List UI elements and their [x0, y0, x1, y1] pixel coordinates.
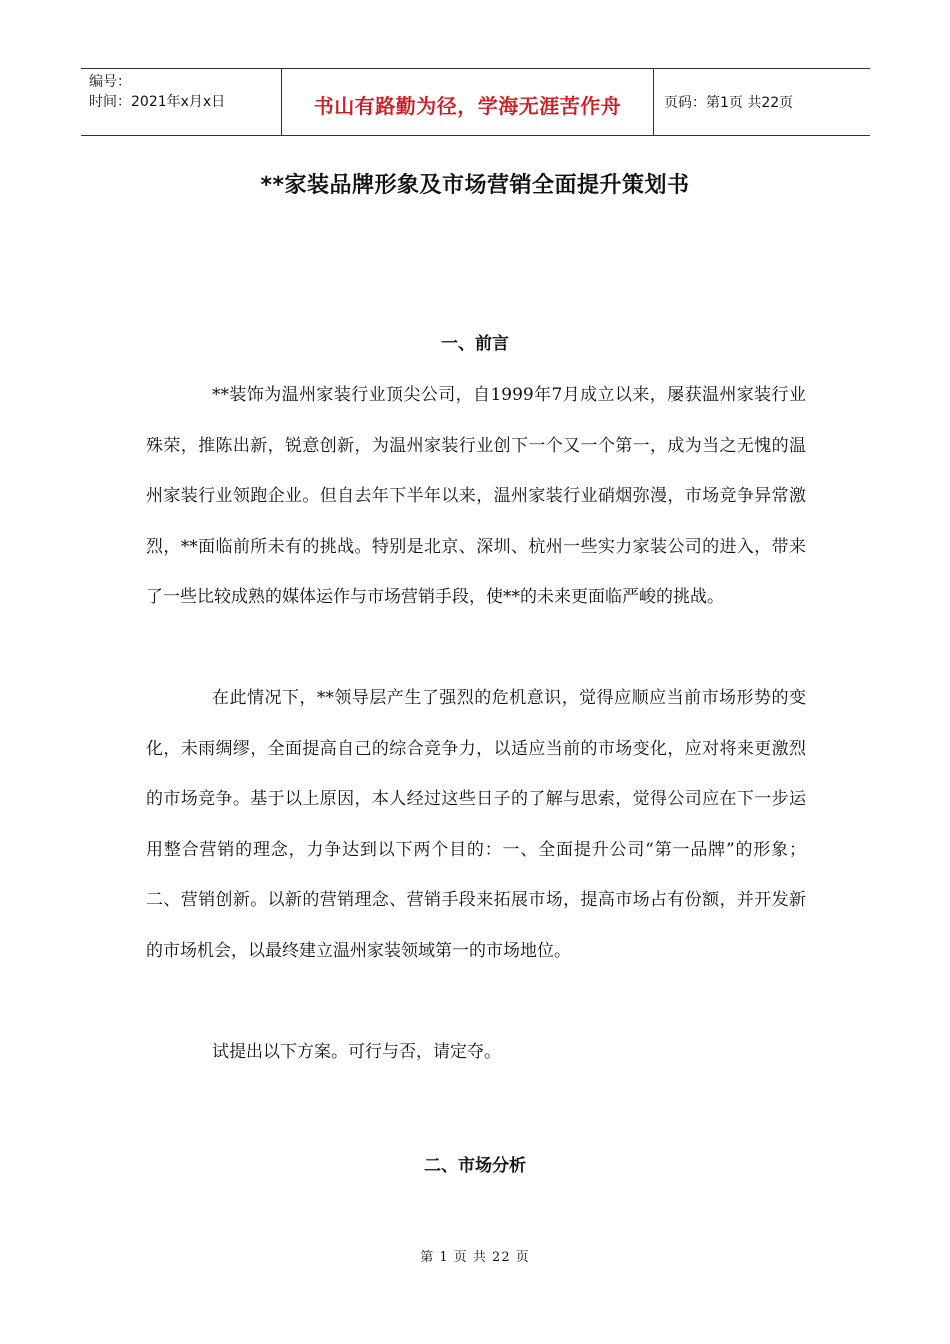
body-paragraph: **装饰为温州家装行业顶尖公司，自1999年7月成立以来，屡获温州家装行业殊荣，推陈出新，锐意创新，为温州家装行业创下一个又一个第一，成为当之无愧的温州家装行业领跑企业。但自去年下半年以来，温州家装行业硝烟弥漫，市场竞争异常激烈，**面临前所未有的挑战。特别是北京、深圳、杭州一些实力家装公司的进入，带来了一些比较成熟的媒体运作与市场营销手段，使**的未来更面临严峻的挑战。	[146, 385, 806, 607]
section-heading-market-analysis: 二、市场分析	[424, 1156, 526, 1176]
header-page-cell	[654, 69, 870, 135]
document-date: 时间：2021年x月x日	[89, 94, 226, 110]
header-meta-cell	[81, 69, 282, 135]
section-heading-preface: 一、前言	[441, 334, 509, 354]
page-footer: 第 1 页 共 22 页	[420, 1250, 530, 1265]
header-motto: 书山有路勤为径，学海无涯苦作舟	[313, 93, 622, 118]
body-paragraph: 试提出以下方案。可行与否，请定夺。	[212, 1042, 501, 1062]
header-page-info: 页码：第1页 共22页	[664, 95, 794, 111]
document-number-label: 编号：	[89, 74, 131, 90]
body-paragraph: 在此情况下，**领导层产生了强烈的危机意识，觉得应顺应当前市场形势的变化，未雨绸缪，全面提高自己的综合竞争力，以适应当前的市场变化，应对将来更激烈的市场竞争。基于以上原因，本人经过这些日子的了解与思索，觉得公司应在下一步运用整合营销的理念，力争达到以下两个目的：一、全面提升公司“第一品牌”的形象；二、营销创新。以新的营销理念、营销手段来拓展市场，提高市场占有份额，并开发新的市场机会，以最终建立温州家装领域第一的市场地位。	[146, 688, 806, 961]
header-motto-cell	[282, 69, 654, 135]
document-title: **家装品牌形象及市场营销全面提升策划书	[260, 173, 690, 198]
page-header	[81, 68, 870, 136]
